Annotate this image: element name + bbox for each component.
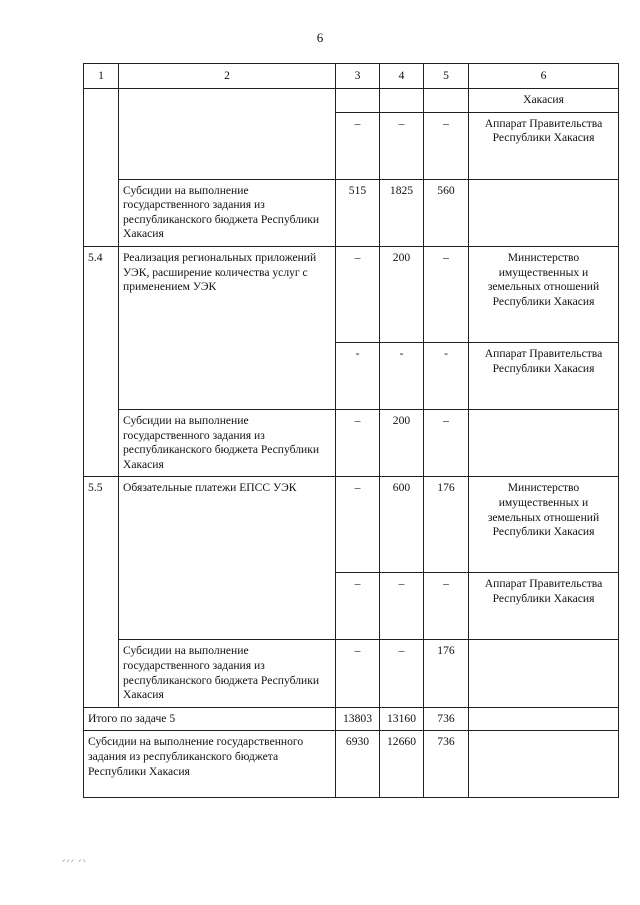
value-cell: 200: [380, 246, 424, 342]
value-cell: [336, 89, 380, 113]
responsible-cell-empty: [469, 731, 619, 798]
number-cell: 5.4: [84, 246, 119, 476]
total-subsidy-label: Субсидии на выполнение государственного задания из республиканского бюджета Республики Хакасия: [84, 731, 336, 798]
responsible-cell-empty: [469, 707, 619, 731]
value-cell: –: [336, 246, 380, 342]
value-cell: 515: [336, 179, 380, 246]
description-cell: Субсидии на выполнение государственного задания из республиканского бюджета Республики Хакасия: [119, 640, 336, 707]
value-cell: –: [336, 640, 380, 707]
responsible-cell: Министерство имущественных и земельных отношений Республики Хакасия: [469, 246, 619, 342]
value-cell: –: [380, 640, 424, 707]
table-row: [84, 409, 619, 476]
desc-cell-empty: [119, 89, 336, 180]
value-cell: –: [336, 573, 380, 640]
responsible-cell-empty: [469, 640, 619, 707]
total-value: 6930: [336, 731, 380, 798]
header-cell-6: 6: [469, 64, 619, 89]
description-cell: Субсидии на выполнение государственного задания из республиканского бюджета Республики Хакасия: [119, 179, 336, 246]
value-cell: [424, 89, 469, 113]
responsible-cell: Аппарат Правительства Республики Хакасия: [469, 573, 619, 640]
header-cell-4: 4: [380, 64, 424, 89]
total-value: 12660: [380, 731, 424, 798]
total-value: 736: [424, 707, 469, 731]
total-value: 736: [424, 731, 469, 798]
total-value: 13803: [336, 707, 380, 731]
value-cell: –: [424, 409, 469, 476]
header-cell-3: 3: [336, 64, 380, 89]
page-number: 6: [316, 30, 324, 45]
header-cell-1: 1: [84, 64, 119, 89]
responsible-cell: Хакасия: [469, 89, 619, 113]
value-cell: 176: [424, 477, 469, 573]
description-cell: Обязательные платежи ЕПСС УЭК: [119, 477, 336, 640]
header-cell-5: 5: [424, 64, 469, 89]
total-value: 13160: [380, 707, 424, 731]
responsible-cell: Аппарат Правительства Республики Хакасия: [469, 342, 619, 409]
value-cell: –: [424, 112, 469, 179]
budget-table: [83, 63, 619, 798]
value-cell: -: [424, 342, 469, 409]
responsible-cell-empty: [469, 409, 619, 476]
header-cell-2: 2: [119, 64, 336, 89]
value-cell: 560: [424, 179, 469, 246]
table-row: [84, 477, 619, 573]
value-cell: –: [336, 477, 380, 573]
number-cell: 5.5: [84, 477, 119, 707]
responsible-cell-empty: [469, 179, 619, 246]
value-cell: –: [380, 112, 424, 179]
value-cell: -: [380, 342, 424, 409]
value-cell: –: [380, 573, 424, 640]
responsible-cell: Министерство имущественных и земельных отношений Республики Хакасия: [469, 477, 619, 573]
table-row: [84, 89, 619, 113]
table-row: [84, 246, 619, 342]
value-cell: –: [336, 409, 380, 476]
value-cell: 600: [380, 477, 424, 573]
value-cell: –: [424, 246, 469, 342]
number-cell-empty: [84, 89, 119, 247]
value-cell: –: [336, 112, 380, 179]
total-label: Итого по задаче 5: [84, 707, 336, 731]
total-subsidy-row: [84, 731, 619, 798]
value-cell: -: [336, 342, 380, 409]
value-cell: –: [424, 573, 469, 640]
header-row: [84, 64, 619, 89]
description-cell: Субсидии на выполнение государственного задания из республиканского бюджета Республики Хакасия: [119, 409, 336, 476]
value-cell: 1825: [380, 179, 424, 246]
value-cell: [380, 89, 424, 113]
responsible-cell: Аппарат Правительства Республики Хакасия: [469, 112, 619, 179]
scan-mark: ᐟᐟᐟ ᐟᐠ: [62, 858, 87, 867]
table-row: [84, 179, 619, 246]
table-row: [84, 640, 619, 707]
value-cell: 176: [424, 640, 469, 707]
description-cell: Реализация региональных приложений УЭК, расширение количества услуг с применением УЭК: [119, 246, 336, 409]
total-row: [84, 707, 619, 731]
value-cell: 200: [380, 409, 424, 476]
